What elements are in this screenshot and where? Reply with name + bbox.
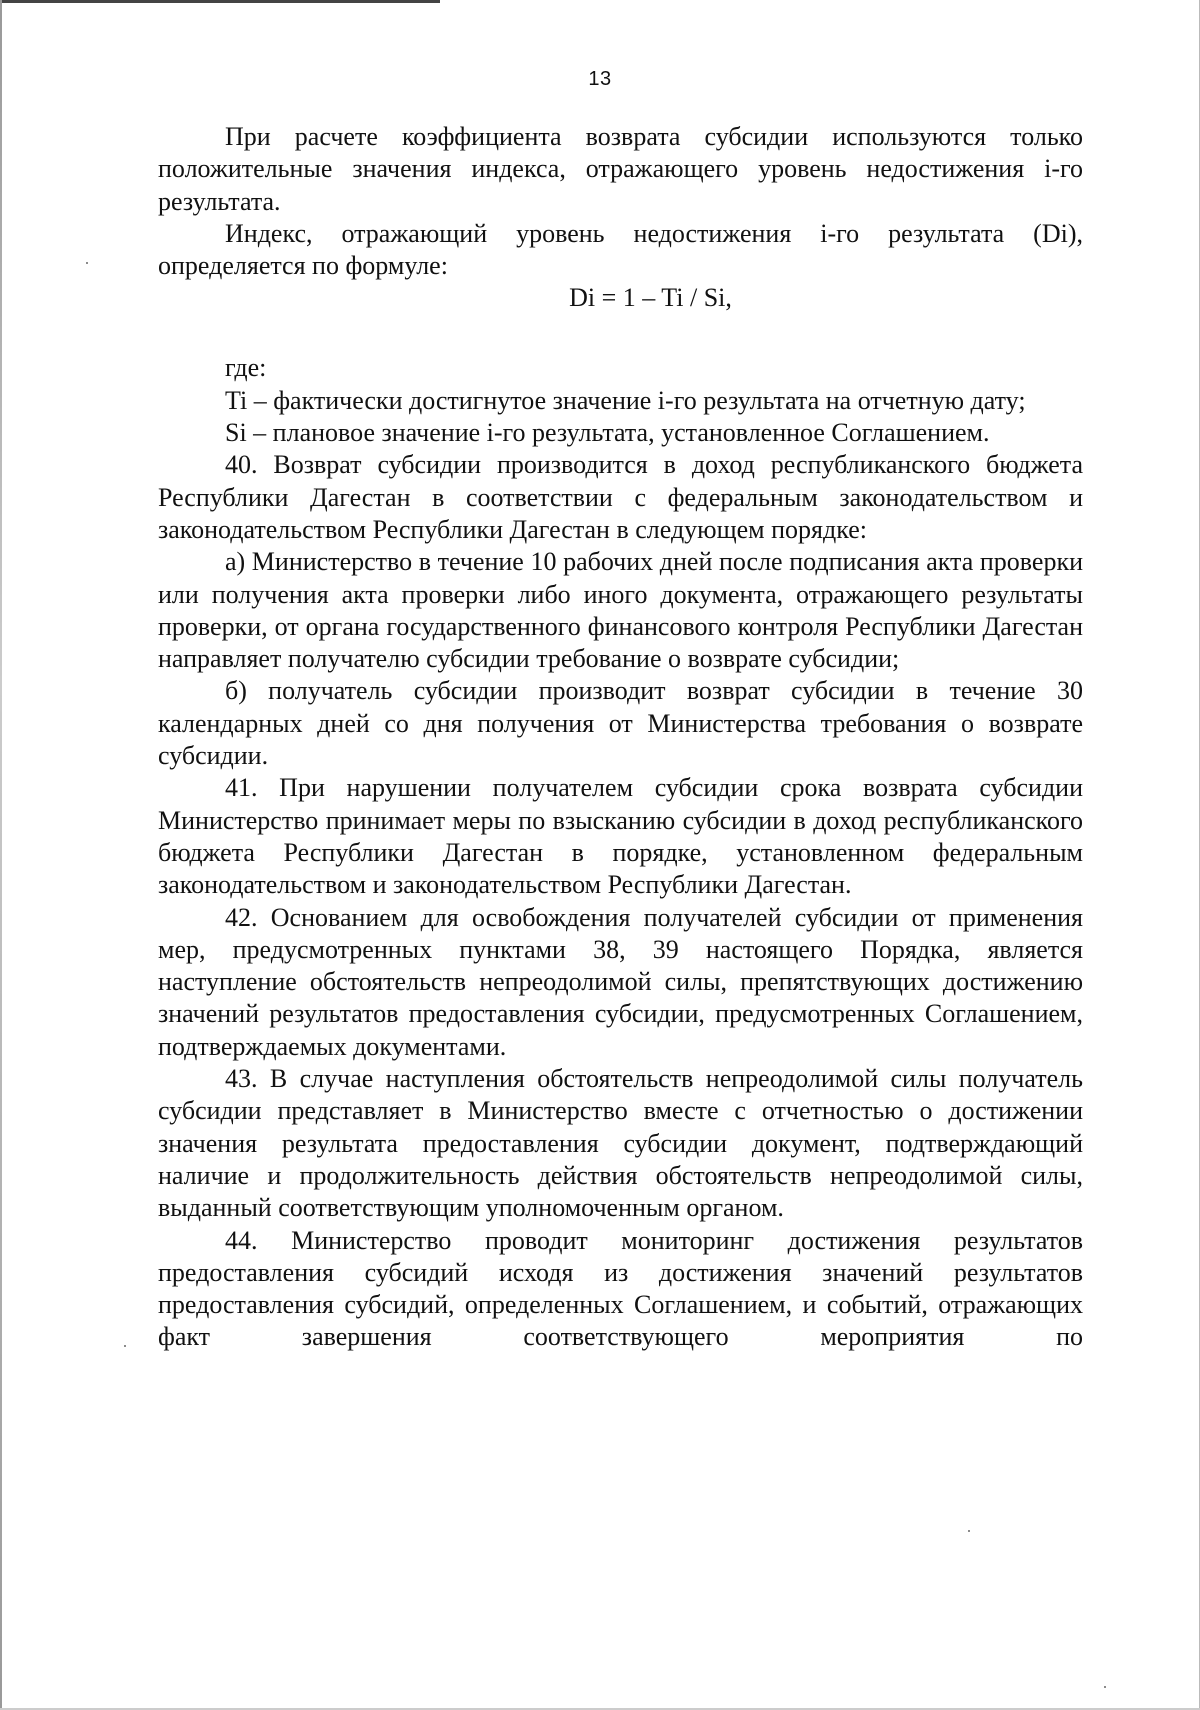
- paragraph-coefficient-note: При расчете коэффициента возврата субсидии используются только положительные значения индекса, отражающего уровень недостижения i-го результата.: [158, 122, 1083, 216]
- page-number: 13: [588, 68, 612, 90]
- scan-speck: [124, 1345, 126, 1347]
- paragraph-ti-definition: Ti – фактически достигнутое значение i-го результата на отчетную дату;: [225, 385, 1026, 415]
- scan-artifact-top: [0, 0, 440, 3]
- paragraph-where: где:: [225, 353, 267, 383]
- paragraph-40: 40. Возврат субсидии производится в доход республиканского бюджета Республики Дагестан в соответствии с федеральным законодательством и законодательством Республики Дагестан в следующем порядке:: [158, 450, 1083, 544]
- paragraph-index-definition: Индекс, отражающий уровень недостижения i-го результата (Di), определяется по формуле:: [158, 218, 1083, 281]
- paragraph-43: 43. В случае наступления обстоятельств непреодолимой силы получатель субсидии представляет в Министерство вместе с отчетностью о достижении значения результата предоставления субсидии документ, подтверждающий наличие и продолжительность действия обстоятельств непреодолимой силы, выданный соответствующим уполномоченным органом.: [158, 1064, 1083, 1223]
- paragraph-40-b: б) получатель субсидии производит возврат субсидии в течение 30 календарных дней со дня получения от Министерства требования о возврате субсидии.: [158, 676, 1083, 771]
- scan-speck: [968, 1530, 970, 1532]
- scan-artifact-left-edge: [0, 0, 2, 1710]
- paragraph-44: 44. Министерство проводит мониторинг достижения результатов предоставления субсидий исходя из достижения значений результатов предоставления субсидий, определенных Соглашением, и событий, отражающих факт завершения соответствующего мероприятия по: [158, 1225, 1083, 1352]
- document-body: [158, 121, 1083, 1354]
- scan-speck: [1104, 1686, 1106, 1688]
- scan-speck: [86, 262, 88, 264]
- paragraph-si-definition: Si – плановое значение i-го результата, установленное Соглашением.: [225, 418, 990, 448]
- formula: Di = 1 – Ti / Si,: [569, 283, 732, 313]
- paragraph-42: 42. Основанием для освобождения получателей субсидии от применения мер, предусмотренных пунктами 38, 39 настоящего Порядка, является наступление обстоятельств непреодолимой силы, препятствующих достижению значений результатов предоставления субсидии, предусмотренных Соглашением, подтверждаемых документами.: [158, 902, 1083, 1061]
- paragraph-41: 41. При нарушении получателем субсидии срока возврата субсидии Министерство принимает меры по взысканию субсидии в доход республиканского бюджета Республики Дагестан в порядке, установленном федеральным законодательством и законодательством Республики Дагестан.: [158, 773, 1083, 900]
- paragraph-40-a: а) Министерство в течение 10 рабочих дней после подписания акта проверки или получения акта проверки либо иного документа, отражающего результаты проверки, от органа государственного финансового контроля Республики Дагестан направляет получателю субсидии требование о возврате субсидии;: [158, 547, 1083, 674]
